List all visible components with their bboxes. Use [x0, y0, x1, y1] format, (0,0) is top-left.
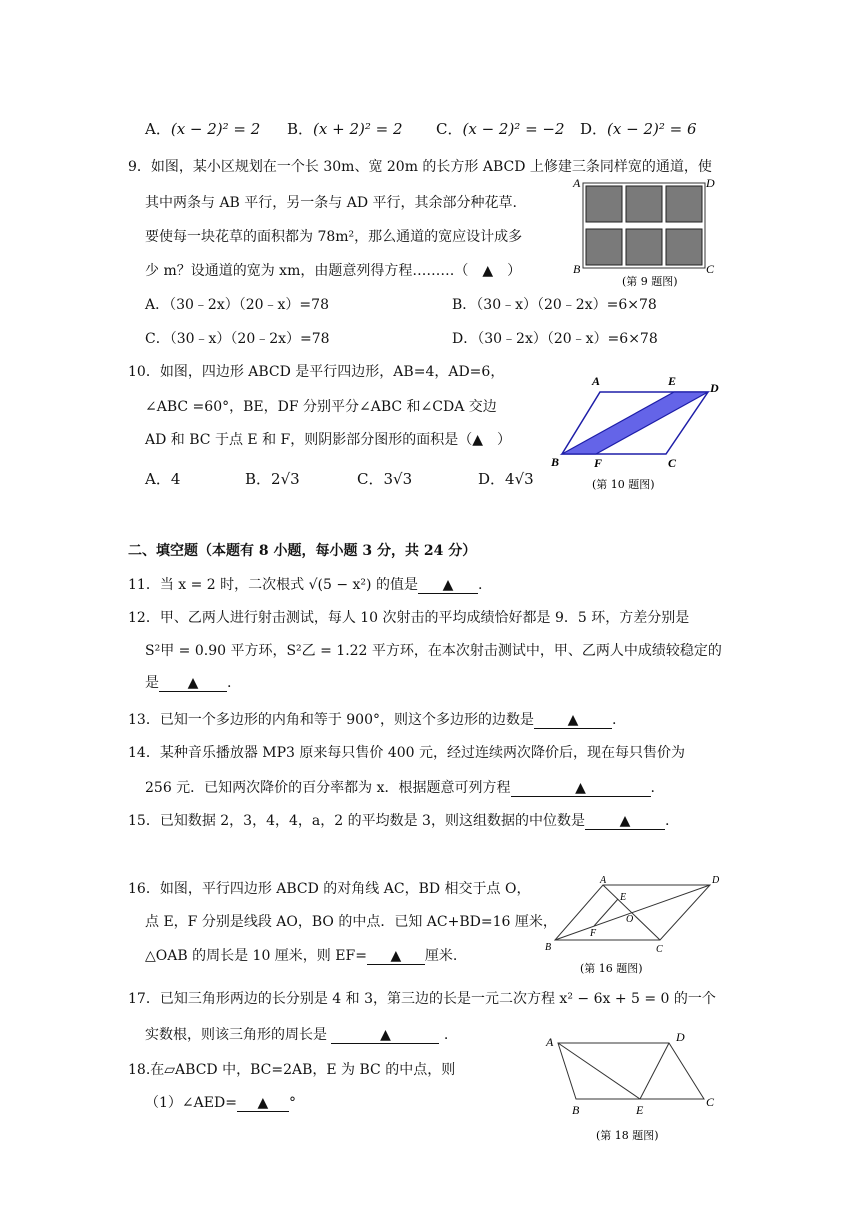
q18-segment-de: [640, 1043, 669, 1099]
q10-label-a: A: [592, 374, 601, 388]
q12-blank: ▲: [159, 676, 227, 692]
q11-blank: ▲: [418, 578, 478, 594]
q17-line-1: 17．已知三角形两边的长分别是 4 和 3，第三边的长是一元二次方程 x² − 6x + 5 = 0 的一个: [128, 991, 716, 1007]
q16-line-2: 点 E，F 分别是线段 AO，BO 的中点．已知 AC+BD=16 厘米，: [145, 914, 557, 930]
q10-figure: [548, 370, 728, 495]
q12-line-3: 是 ▲ .: [145, 675, 232, 691]
q17-blank: ▲: [331, 1028, 439, 1044]
q12-line-1: 12．甲、乙两人进行射击测试，每人 10 次射击的平均成绩恰好都是 9．5 环，方差分别是: [128, 610, 690, 626]
section-2-title: 二、填空题（本题有 8 小题，每小题 3 分，共 24 分）: [128, 543, 477, 559]
q9-figure: [570, 176, 720, 291]
q18-label-e: E: [636, 1103, 644, 1117]
q9-label-d: D: [706, 176, 715, 190]
q16-line-3: △OAB 的周长是 10 厘米，则 EF= ▲ 厘米.: [145, 948, 458, 964]
q10-label-e: E: [668, 374, 677, 388]
q10-caption: (第 10 题图): [592, 478, 655, 491]
q9-label-c: C: [706, 262, 715, 276]
q18-label-b: B: [572, 1103, 580, 1117]
q10-line-1: 10．如图，四边形 ABCD 是平行四边形，AB=4，AD=6，: [128, 364, 505, 380]
q9-plot: [586, 186, 622, 222]
q15: 15．已知数据 2，3，4，4，a，2 的平均数是 3，则这组数据的中位数是 ▲ .: [128, 813, 670, 829]
q16-label-a: A: [600, 875, 607, 886]
q17-line-2: 实数根，则该三角形的周长是 ▲ .: [145, 1027, 449, 1043]
q10-option-c: C．3√3: [357, 470, 413, 488]
q9-option-c: C．（30﹣x）（20﹣2x）=78: [145, 331, 330, 347]
q18-label-a: A: [546, 1035, 554, 1049]
q9-line-4: 少 m？设通道的宽为 xm，由题意列得方程………（ ▲ ）: [145, 263, 522, 279]
q16-blank: ▲: [367, 949, 425, 965]
q16-label-d: D: [712, 875, 720, 886]
q14-line-2: 256 元．已知两次降价的百分率都为 x．根据题意可列方程 ▲ .: [145, 780, 655, 796]
q18-caption: (第 18 题图): [596, 1129, 659, 1142]
q10-line-2: ∠ABC =60°，BE，DF 分别平分∠ABC 和∠CDA 交边: [145, 399, 497, 415]
q15-blank: ▲: [585, 814, 665, 830]
q9-plot: [586, 229, 622, 265]
q10-label-f: F: [594, 456, 603, 470]
q10-label-c: C: [668, 456, 677, 470]
q10-label-d: D: [710, 381, 719, 395]
q16-line-1: 16．如图，平行四边形 ABCD 的对角线 AC，BD 相交于点 O，: [128, 881, 531, 897]
q13-blank: ▲: [534, 713, 612, 729]
q9-plot: [666, 229, 702, 265]
q18-parallelogram: [558, 1043, 704, 1099]
q16-label-e: E: [620, 892, 627, 903]
q9-plot: [626, 229, 662, 265]
q9-option-d: D．（30﹣2x）（20﹣x）=6×78: [452, 331, 658, 347]
q18-figure: [540, 1024, 725, 1146]
q18-line-1: 18.在▱ABCD 中，BC=2AB，E 为 BC 的中点，则: [128, 1062, 456, 1078]
q9-line-3: 要使每一块花草的面积都为 78m²，那么通道的宽应设计成多: [145, 229, 523, 245]
q10-line-3: AD 和 BC 于点 E 和 F，则阴影部分图形的面积是（▲ ）: [145, 432, 511, 448]
q16-label-c: C: [656, 944, 663, 955]
q16-label-o: O: [626, 914, 634, 925]
q13: 13．已知一个多边形的内角和等于 900°，则这个多边形的边数是 ▲ .: [128, 712, 617, 728]
q8-option-a: A．(x − 2)² = 2: [145, 120, 261, 138]
q11: 11．当 x = 2 时，二次根式 √(5 − x²) 的值是 ▲ .: [128, 577, 483, 593]
q10-option-b: B．2√3: [245, 470, 300, 488]
q18-line-2: （1）∠AED= ▲ °: [145, 1095, 296, 1111]
q9-plot: [666, 186, 702, 222]
q8-option-c: C．(x − 2)² = −2: [436, 120, 565, 138]
q9-line-1: 9．如图，某小区规划在一个长 30m、宽 20m 的长方形 ABCD 上修建三条同样宽的通道，使: [128, 159, 712, 175]
q8-option-b: B．(x + 2)² = 2: [287, 120, 403, 138]
q10-option-a: A．4: [145, 470, 181, 488]
q16-label-b: B: [545, 942, 552, 953]
q16-label-f: F: [590, 928, 597, 939]
q9-label-a: A: [573, 176, 581, 190]
q18-label-d: D: [676, 1030, 685, 1044]
q10-label-b: B: [551, 455, 560, 469]
q8-option-d: D．(x − 2)² = 6: [580, 120, 697, 138]
q9-label-b: B: [573, 262, 581, 276]
q16-caption: (第 16 题图): [580, 962, 643, 975]
q9-option-a: A．（30﹣2x）（20﹣x）=78: [145, 297, 329, 313]
q16-diagonal-bd: [555, 885, 710, 940]
q10-option-d: D．4√3: [478, 470, 534, 488]
q16-figure: [540, 872, 730, 978]
q18-blank: ▲: [237, 1096, 289, 1112]
q14-line-1: 14．某种音乐播放器 MP3 原来每只售价 400 元，经过连续两次降价后，现在每只售价为: [128, 745, 685, 761]
q9-option-b: B．（30﹣x）（20﹣2x）=6×78: [452, 297, 657, 313]
q18-label-c: C: [706, 1095, 715, 1109]
q9-plot: [626, 186, 662, 222]
q12-line-2: S²甲 = 0.90 平方环，S²乙 = 1.22 平方环，在本次射击测试中，甲、乙两人中成绩较稳定的: [145, 643, 722, 659]
q14-blank: ▲: [511, 781, 651, 797]
q18-segment-ae: [558, 1043, 640, 1099]
q9-line-2: 其中两条与 AB 平行，另一条与 AD 平行，其余部分种花草.: [145, 195, 517, 211]
q9-caption: (第 9 题图): [622, 275, 678, 288]
